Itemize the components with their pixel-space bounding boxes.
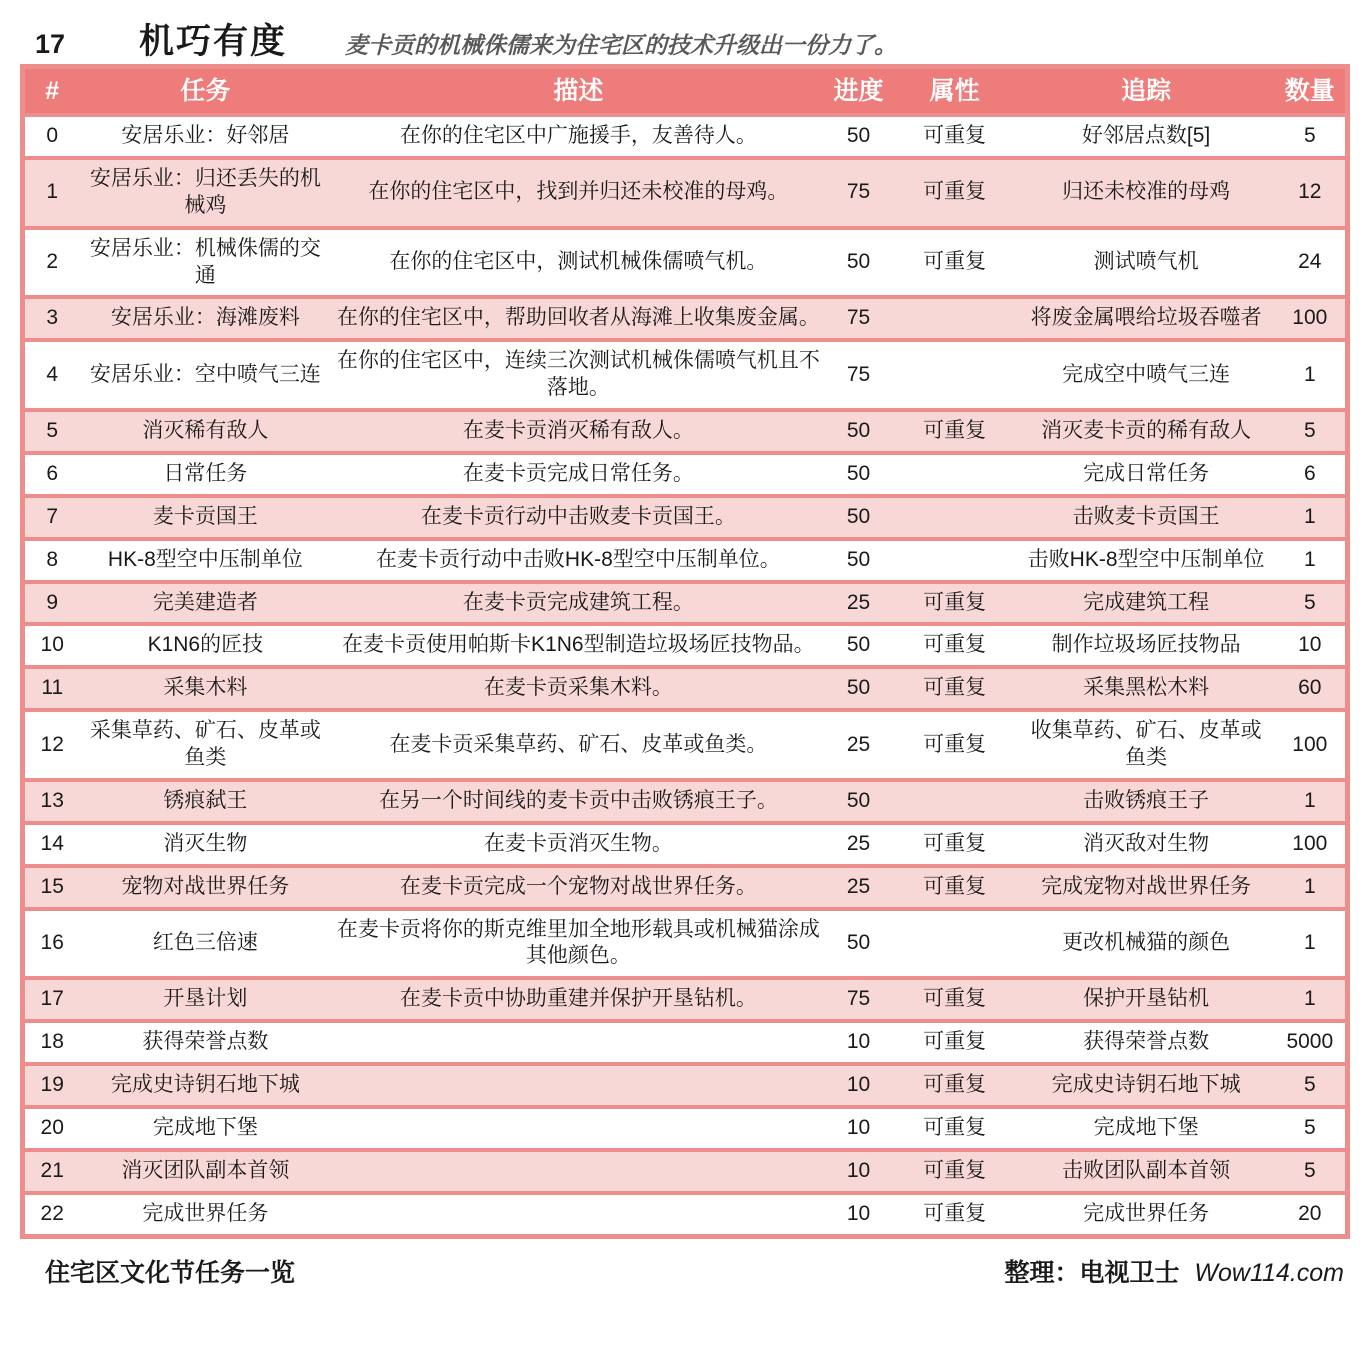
cell-desc: 在麦卡贡将你的斯克维里加全地形载具或机械猫涂成其他颜色。	[336, 917, 820, 968]
cell-progress: 10	[846, 1030, 871, 1054]
cell-id: 1	[23, 158, 80, 228]
table-row	[23, 582, 1348, 625]
cell-desc: 在麦卡贡行动中击败麦卡贡国王。	[331, 496, 825, 539]
cell-id: 4	[46, 362, 59, 386]
cell-task: 消灭团队副本首领	[79, 1150, 331, 1193]
cell-progress: 50	[825, 496, 891, 539]
cell-task: 宠物对战世界任务	[79, 866, 331, 909]
cell-progress: 75	[825, 158, 891, 228]
cell-desc: 在另一个时间线的麦卡贡中击败锈痕王子。	[331, 780, 825, 823]
cell-attr	[892, 453, 1018, 496]
cell-attr	[892, 909, 1018, 979]
cell-qty: 5	[1275, 582, 1348, 625]
cell-desc	[331, 1107, 825, 1150]
cell-task: K1N6的匠技	[147, 633, 264, 657]
cell-attr: 可重复	[892, 978, 1018, 1021]
col-header-attribute: 属性	[892, 67, 1018, 116]
cell-qty: 5	[1303, 124, 1316, 147]
cell-desc: 在你的住宅区中，测试机械侏儒喷气机。	[389, 250, 768, 274]
table-row	[23, 539, 1348, 582]
cell-attr: 可重复	[892, 866, 1018, 909]
col-header-progress: 进度	[825, 67, 891, 116]
cell-progress: 10	[825, 1064, 891, 1107]
cell-qty: 5000	[1286, 1030, 1334, 1054]
table-row	[23, 667, 1348, 710]
cell-task: 获得荣誉点数	[142, 1030, 269, 1054]
cell-id: 11	[23, 667, 80, 710]
cell-attr: 可重复	[892, 667, 1018, 710]
cell-attr: 可重复	[892, 582, 1018, 625]
cell-attr: 可重复	[923, 1201, 987, 1225]
cell-desc	[331, 1064, 825, 1107]
cell-qty: 5	[1303, 1115, 1316, 1139]
cell-task: 红色三倍速	[152, 930, 258, 954]
cell-id: 15	[23, 866, 80, 909]
cell-task: 安居乐业：海滩废料	[79, 297, 331, 340]
cell-track: 完成空中喷气三连	[1062, 362, 1231, 386]
cell-attr: 可重复	[892, 158, 1018, 228]
cell-progress: 50	[846, 547, 871, 571]
footer-caption: 住宅区文化节任务一览	[45, 1258, 296, 1287]
cell-task: 采集草药、矿石、皮革或鱼类	[89, 719, 321, 769]
cell-track: 击败麦卡贡国王	[1018, 496, 1275, 539]
table-row	[23, 710, 1348, 780]
cell-id: 9	[23, 582, 80, 625]
cell-qty: 5	[1275, 410, 1348, 453]
cell-progress: 10	[846, 1201, 871, 1225]
table-row	[23, 1064, 1348, 1107]
footer	[0, 1239, 1370, 1289]
table-row	[23, 780, 1348, 823]
cell-progress: 25	[846, 732, 871, 756]
cell-progress: 50	[846, 633, 871, 657]
cell-progress: 50	[846, 124, 871, 147]
cell-task: HK-8型空中压制单位	[107, 547, 303, 571]
cell-id: 20	[40, 1115, 64, 1139]
page-number: 17	[35, 29, 66, 59]
cell-task: 安居乐业：机械侏儒的交通	[89, 236, 321, 287]
cell-desc: 在麦卡贡完成一个宠物对战世界任务。	[331, 866, 825, 909]
cell-qty: 1	[1275, 496, 1348, 539]
site-name: Wow114.com	[1194, 1258, 1344, 1287]
task-table	[20, 64, 1350, 1239]
cell-progress: 25	[846, 831, 871, 855]
cell-progress: 50	[825, 410, 891, 453]
cell-qty: 24	[1298, 250, 1322, 274]
cell-track: 制作垃圾场匠技物品	[1051, 633, 1241, 657]
cell-attr: 可重复	[923, 124, 987, 147]
cell-progress: 50	[846, 930, 871, 954]
cell-desc: 在麦卡贡完成建筑工程。	[331, 582, 825, 625]
cell-desc	[331, 1021, 825, 1064]
table-row	[23, 228, 1348, 298]
cell-task: 消灭生物	[163, 831, 248, 855]
cell-desc: 在麦卡贡采集草药、矿石、皮革或鱼类。	[389, 732, 768, 756]
cell-desc: 在麦卡贡中协助重建并保护开垦钻机。	[331, 978, 825, 1021]
cell-track: 保护开垦钻机	[1018, 978, 1275, 1021]
cell-task: 安居乐业：空中喷气三连	[89, 362, 321, 386]
table-header	[23, 67, 1348, 116]
cell-attr: 可重复	[923, 1115, 987, 1139]
cell-track: 击败HK-8型空中压制单位	[1027, 547, 1265, 571]
cell-desc	[331, 1150, 825, 1193]
col-header-quantity: 数量	[1275, 67, 1348, 116]
cell-id: 13	[23, 780, 80, 823]
title-bar	[0, 0, 1370, 64]
credit-label: 整理：电视卫士	[1004, 1258, 1180, 1287]
cell-id: 19	[23, 1064, 80, 1107]
cell-track: 将废金属喂给垃圾吞噬者	[1018, 297, 1275, 340]
cell-attr: 可重复	[923, 250, 987, 274]
cell-progress: 50	[846, 250, 871, 274]
cell-task: 完成地下堡	[152, 1115, 258, 1139]
cell-desc: 在你的住宅区中广施援手，友善待人。	[399, 124, 757, 147]
cell-attr: 可重复	[923, 633, 987, 657]
table-row	[23, 340, 1348, 410]
cell-track: 完成日常任务	[1083, 461, 1210, 485]
cell-desc: 在麦卡贡完成日常任务。	[462, 461, 694, 485]
cell-id: 12	[40, 732, 64, 756]
table-row	[23, 1107, 1348, 1150]
table-row	[23, 453, 1348, 496]
cell-attr	[892, 780, 1018, 823]
cell-task: 安居乐业：归还丢失的机械鸡	[79, 158, 331, 228]
table-row	[23, 115, 1348, 158]
cell-id: 16	[40, 930, 64, 954]
cell-attr: 可重复	[923, 1030, 987, 1054]
cell-id: 3	[23, 297, 80, 340]
cell-desc: 在麦卡贡采集木料。	[331, 667, 825, 710]
cell-track: 消灭麦卡贡的稀有敌人	[1018, 410, 1275, 453]
footer-credit	[1004, 1253, 1344, 1289]
table-row	[23, 496, 1348, 539]
table-row	[23, 158, 1348, 228]
cell-track: 击败团队副本首领	[1018, 1150, 1275, 1193]
cell-qty: 5	[1275, 1150, 1348, 1193]
cell-track: 更改机械猫的颜色	[1062, 930, 1231, 954]
table-row	[23, 866, 1348, 909]
table-header-row	[23, 67, 1348, 116]
cell-qty: 5	[1275, 1064, 1348, 1107]
cell-task: 麦卡贡国王	[79, 496, 331, 539]
cell-qty: 1	[1275, 866, 1348, 909]
table-row	[23, 624, 1348, 667]
cell-qty: 1	[1275, 780, 1348, 823]
cell-track: 击败锈痕王子	[1018, 780, 1275, 823]
cell-task: 消灭稀有敌人	[79, 410, 331, 453]
cell-attr	[892, 539, 1018, 582]
cell-qty: 1	[1303, 547, 1316, 571]
col-header-description: 描述	[331, 67, 825, 116]
table-row	[23, 410, 1348, 453]
cell-id: 22	[40, 1201, 64, 1225]
cell-id: 8	[46, 547, 59, 571]
cell-id: 17	[23, 978, 80, 1021]
col-header-index: #	[23, 67, 80, 116]
table-row	[23, 978, 1348, 1021]
cell-track: 采集黑松木料	[1018, 667, 1275, 710]
cell-track: 完成世界任务	[1083, 1201, 1210, 1225]
cell-qty: 20	[1298, 1201, 1322, 1225]
cell-id: 10	[40, 633, 64, 657]
cell-track: 收集草药、矿石、皮革或鱼类	[1030, 719, 1262, 769]
page-title: 机巧有度	[139, 22, 288, 61]
cell-task: 日常任务	[163, 461, 248, 485]
table-row	[23, 909, 1348, 979]
cell-track: 完成地下堡	[1093, 1115, 1199, 1139]
cell-attr: 可重复	[892, 1150, 1018, 1193]
cell-desc: 在麦卡贡使用帕斯卡K1N6型制造垃圾场匠技物品。	[342, 633, 815, 657]
cell-attr: 可重复	[892, 1064, 1018, 1107]
cell-track: 获得荣誉点数	[1083, 1030, 1210, 1054]
cell-id: 18	[40, 1030, 64, 1054]
cell-attr: 可重复	[923, 831, 987, 855]
cell-task: 完成史诗钥石地下城	[79, 1064, 331, 1107]
cell-desc	[331, 1193, 825, 1236]
cell-task: 锈痕弑王	[79, 780, 331, 823]
cell-qty: 12	[1275, 158, 1348, 228]
cell-qty: 10	[1298, 633, 1322, 657]
col-header-tracking: 追踪	[1018, 67, 1275, 116]
cell-progress: 75	[846, 362, 871, 386]
cell-track: 测试喷气机	[1093, 250, 1199, 274]
cell-id: 0	[46, 124, 59, 147]
cell-task: 开垦计划	[79, 978, 331, 1021]
cell-attr	[892, 496, 1018, 539]
cell-attr	[892, 297, 1018, 340]
cell-track: 完成建筑工程	[1018, 582, 1275, 625]
table-row	[23, 297, 1348, 340]
cell-progress: 50	[825, 667, 891, 710]
cell-qty: 60	[1275, 667, 1348, 710]
table-row	[23, 823, 1348, 866]
cell-qty: 1	[1303, 362, 1316, 386]
cell-task: 安居乐业：好邻居	[121, 124, 290, 147]
cell-task: 完成世界任务	[142, 1201, 269, 1225]
cell-progress: 50	[846, 461, 871, 485]
cell-attr: 可重复	[923, 732, 987, 756]
cell-desc: 在你的住宅区中，找到并归还未校准的母鸡。	[331, 158, 825, 228]
cell-id: 6	[46, 461, 59, 485]
cell-qty: 100	[1275, 297, 1348, 340]
cell-track: 完成宠物对战世界任务	[1018, 866, 1275, 909]
cell-attr: 可重复	[892, 410, 1018, 453]
cell-id: 7	[23, 496, 80, 539]
cell-id: 21	[23, 1150, 80, 1193]
cell-attr	[892, 340, 1018, 410]
task-table-body	[23, 115, 1348, 1236]
cell-track: 消灭敌对生物	[1083, 831, 1210, 855]
cell-track: 好邻居点数[5]	[1081, 124, 1211, 147]
cell-qty: 100	[1292, 831, 1328, 855]
cell-progress: 75	[825, 978, 891, 1021]
cell-progress: 25	[825, 866, 891, 909]
cell-desc: 在麦卡贡消灭生物。	[483, 831, 673, 855]
table-row	[23, 1193, 1348, 1236]
cell-task: 采集木料	[79, 667, 331, 710]
cell-id: 2	[46, 250, 59, 274]
cell-qty: 1	[1275, 978, 1348, 1021]
cell-desc: 在你的住宅区中，连续三次测试机械侏儒喷气机且不落地。	[336, 349, 820, 400]
cell-qty: 1	[1303, 930, 1316, 954]
cell-id: 5	[23, 410, 80, 453]
cell-task: 完美建造者	[79, 582, 331, 625]
cell-desc: 在你的住宅区中，帮助回收者从海滩上收集废金属。	[331, 297, 825, 340]
col-header-task: 任务	[79, 67, 331, 116]
cell-progress: 50	[825, 780, 891, 823]
cell-progress: 25	[825, 582, 891, 625]
cell-id: 14	[40, 831, 64, 855]
cell-desc: 在麦卡贡消灭稀有敌人。	[331, 410, 825, 453]
cell-progress: 75	[825, 297, 891, 340]
cell-track: 归还未校准的母鸡	[1018, 158, 1275, 228]
cell-desc: 在麦卡贡行动中击败HK-8型空中压制单位。	[375, 547, 781, 571]
cell-qty: 100	[1292, 732, 1328, 756]
cell-track: 完成史诗钥石地下城	[1018, 1064, 1275, 1107]
table-row	[23, 1021, 1348, 1064]
cell-progress: 10	[825, 1150, 891, 1193]
table-row	[23, 1150, 1348, 1193]
cell-qty: 6	[1303, 461, 1316, 485]
page-subtitle: 麦卡贡的机械侏儒来为住宅区的技术升级出一份力了。	[345, 32, 898, 58]
cell-progress: 10	[846, 1115, 871, 1139]
